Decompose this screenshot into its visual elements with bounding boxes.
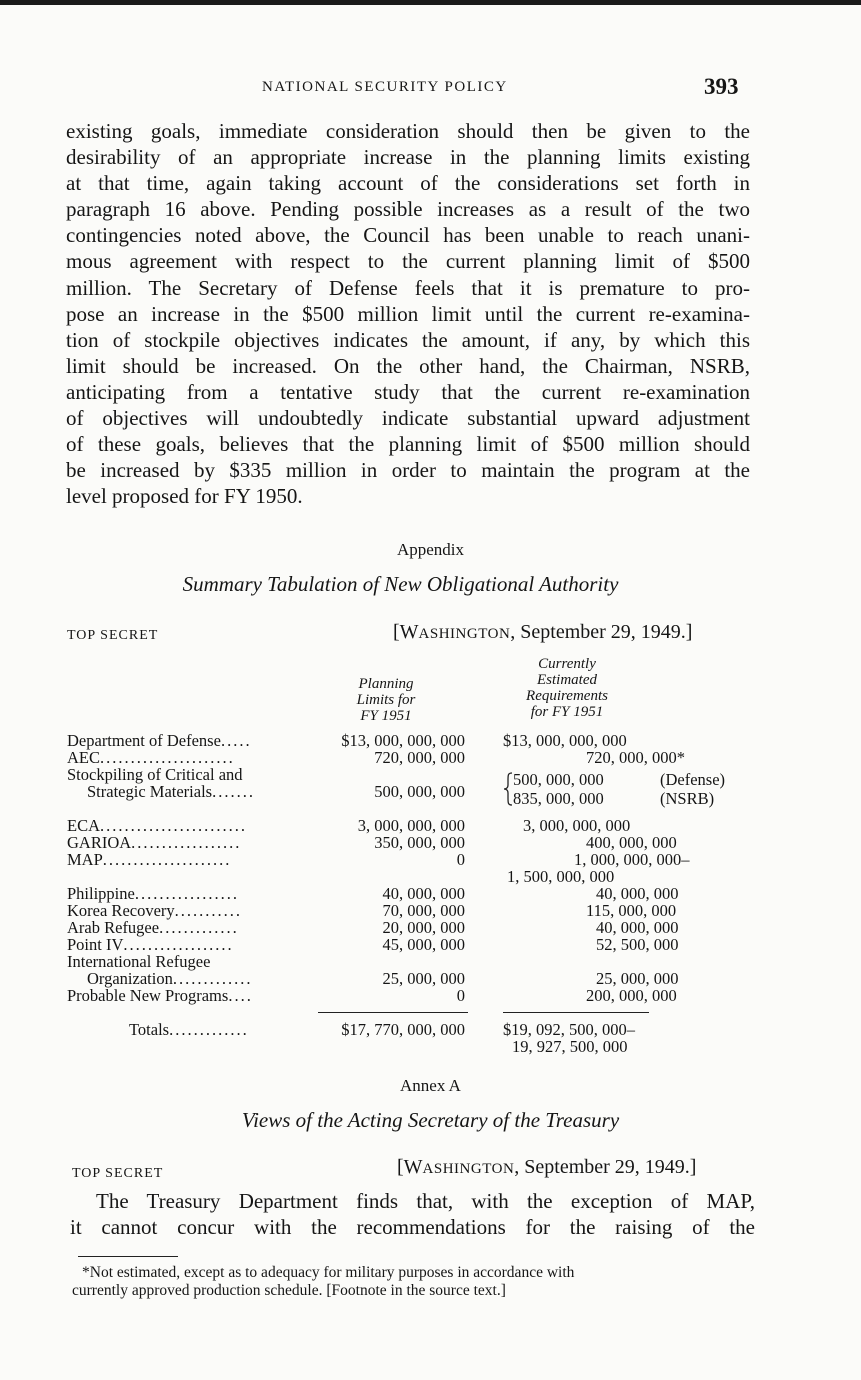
dot-leader: .....................	[102, 850, 232, 869]
planning-limit-cell: 40, 000, 000	[382, 884, 465, 903]
footnote-line: currently approved production schedule. [Footnote in the source text.]	[72, 1282, 506, 1299]
requirement-cell: 500, 000, 000	[513, 770, 604, 789]
page-top-edge	[0, 0, 861, 5]
planning-limit-cell: 70, 000, 000	[382, 901, 465, 920]
planning-limit-cell: 3, 000, 000, 000	[357, 816, 465, 835]
body-line: million. The Secretary of Defense feels that it is premature to pro-	[66, 275, 750, 300]
column-header-requirements	[497, 656, 637, 720]
dateline-open: [W	[397, 1156, 423, 1178]
row-label	[67, 851, 231, 869]
column-header-line: for FY 1951	[530, 704, 604, 720]
requirement-cell: 720, 000, 000*	[586, 748, 685, 767]
split-row	[67, 790, 767, 808]
row-label-text: Stockpiling of Critical and	[67, 765, 243, 784]
body-line: paragraph 16 above. Pending possible increases as a result of the two	[66, 197, 750, 222]
dot-leader: .............	[172, 969, 253, 988]
body-line: at that time, again taking account of the considerations set forth in	[66, 171, 750, 196]
body-line: of these goals, believes that the planning limit of $500 million should	[66, 432, 750, 457]
annex-label: Annex A	[400, 1076, 461, 1095]
dot-leader: ....	[228, 986, 253, 1005]
column-header-line: Requirements	[526, 688, 608, 704]
requirement-cell: 1, 000, 000, 000–	[574, 850, 690, 869]
running-head	[0, 74, 861, 101]
totals-label: Totals	[129, 1020, 170, 1039]
table-row	[67, 987, 767, 1005]
requirement-cell: 40, 000, 000	[596, 884, 679, 903]
dot-leader: .......	[212, 782, 255, 801]
body-line: it cannot concur with the recommendations for the raising of the	[70, 1215, 755, 1239]
row-label-text: Philippine	[67, 884, 135, 903]
page-number: 393	[704, 74, 739, 99]
column-header-line: Limits for	[356, 692, 416, 708]
row-label-text: Probable New Programs	[67, 986, 229, 1005]
planning-limit-cell: 720, 000, 000	[374, 748, 465, 767]
body-line: of objectives will undoubtedly indicate substantial upward adjustment	[66, 406, 750, 431]
agency-label: (Defense)	[660, 770, 726, 789]
row-label-text: International Refugee	[67, 952, 211, 971]
appendix-title: Summary Tabulation of New Obligational Authority	[182, 572, 619, 596]
row-label-text: GARIOA	[67, 833, 132, 852]
dot-leader: ...........	[174, 901, 243, 920]
body-line: mous agreement with respect to the current planning limit of $500	[66, 249, 750, 274]
footnote	[72, 1264, 757, 1300]
dateline-smallcaps: ASHINGTON	[418, 626, 511, 642]
totals-rule	[318, 1012, 468, 1013]
row-label-text: Arab Refugee	[67, 918, 160, 937]
totals-rule	[503, 1012, 649, 1013]
planning-limit-cell: 500, 000, 000	[374, 782, 465, 801]
row-label-text: Strategic Materials	[87, 782, 213, 801]
column-header-line: Estimated	[537, 672, 597, 688]
planning-limit-cell: 0	[456, 850, 465, 869]
body-line: The Treasury Department finds that, with the exception of MAP,	[96, 1189, 755, 1213]
requirement-cell: 40, 000, 000	[596, 918, 679, 937]
planning-limit-cell: 25, 000, 000	[382, 969, 465, 988]
dot-leader: .............	[169, 1020, 249, 1039]
row-label-text: MAP	[67, 850, 103, 869]
planning-limit-cell: 20, 000, 000	[382, 918, 465, 937]
appendix-dateline	[393, 621, 692, 644]
totals-row	[67, 1038, 767, 1056]
footnote-rule	[78, 1256, 178, 1257]
dateline-rest: , September 29, 1949.]	[514, 1156, 697, 1178]
body-line: desirability of an appropriate increase in the planning limits existing	[66, 145, 750, 170]
body-line: contingencies noted above, the Council has been unable to reach unani-	[66, 223, 750, 248]
table-row	[67, 851, 767, 869]
planning-limit-cell: 350, 000, 000	[374, 833, 465, 852]
agency-label: (NSRB)	[660, 789, 715, 808]
dateline-open: [W	[393, 621, 419, 643]
requirement-total: $19, 092, 500, 000–	[503, 1020, 635, 1039]
requirement-total: 19, 927, 500, 000	[512, 1037, 628, 1056]
dot-leader: ......................	[100, 748, 235, 767]
appendix-label: Appendix	[396, 540, 465, 559]
row-label	[129, 1021, 249, 1039]
requirement-cell: 400, 000, 000	[586, 833, 677, 852]
footnote-line: *Not estimated, except as to adequacy for military purposes in accordance with	[82, 1264, 575, 1281]
dot-leader: ........................	[100, 816, 247, 835]
dot-leader: .................	[134, 884, 239, 903]
requirement-cell: 3, 000, 000, 000	[523, 816, 631, 835]
split-row	[67, 771, 767, 789]
running-title: NATIONAL SECURITY POLICY	[262, 79, 508, 95]
column-header-line: Currently	[538, 656, 596, 672]
requirement-cell: 25, 000, 000	[596, 969, 679, 988]
annex-paragraph	[70, 1188, 755, 1240]
dateline-smallcaps: ASHINGTON	[422, 1161, 515, 1177]
annex-classification: TOP SECRET	[72, 1166, 164, 1181]
body-line: limit should be increased. On the other hand, the Chairman, NSRB,	[66, 353, 750, 378]
row-label-text: Department of Defense	[67, 731, 221, 750]
body-line: anticipating from a tentative study that the current re-examination	[66, 379, 750, 404]
body-line: existing goals, immediate consideration should then be given to the	[66, 119, 750, 143]
dot-leader: ..................	[131, 833, 242, 852]
planning-limit-cell: 0	[456, 986, 465, 1005]
row-label-text: Korea Recovery	[67, 901, 175, 920]
body-line: be increased by $335 million in order to maintain the program at the	[66, 458, 750, 483]
planning-limit-cell: 45, 000, 000	[382, 935, 465, 954]
planning-limit-total: $17, 770, 000, 000	[341, 1020, 465, 1039]
requirement-cell: 1, 500, 000, 000	[507, 867, 615, 886]
column-header-planning	[316, 676, 456, 724]
body-line: level proposed for FY 1950.	[66, 484, 303, 509]
row-label	[67, 987, 253, 1005]
column-header-line: FY 1951	[360, 708, 412, 724]
requirement-cell: 835, 000, 000	[513, 789, 604, 808]
requirement-cell: 200, 000, 000	[586, 986, 677, 1005]
dot-leader: .............	[159, 918, 239, 937]
requirement-cell: 115, 000, 000	[586, 901, 677, 920]
totals-row	[67, 1021, 767, 1039]
row-label-text: Point IV	[67, 935, 124, 954]
body-paragraph	[66, 118, 750, 509]
body-line: pose an increase in the $500 million limit until the current re-examina-	[66, 301, 750, 326]
dot-leader: .....	[220, 731, 252, 750]
row-label-text: Organization	[87, 969, 173, 988]
appendix-classification: TOP SECRET	[67, 628, 159, 643]
row-label-text: ECA	[67, 816, 100, 835]
requirement-cell: 52, 500, 000	[596, 935, 679, 954]
annex-dateline	[397, 1156, 696, 1179]
dot-leader: ..................	[123, 935, 234, 954]
annex-title: Views of the Acting Secretary of the Treasury	[241, 1108, 620, 1132]
dateline-rest: , September 29, 1949.]	[510, 621, 693, 643]
planning-limit-cell: $13, 000, 000, 000	[341, 731, 465, 750]
body-line: tion of stockpile objectives indicates the amount, if any, by which this	[66, 327, 750, 352]
requirement-cell: $13, 000, 000, 000	[503, 731, 627, 750]
row-label-text: AEC	[67, 748, 100, 767]
column-header-line: Planning	[358, 676, 414, 692]
